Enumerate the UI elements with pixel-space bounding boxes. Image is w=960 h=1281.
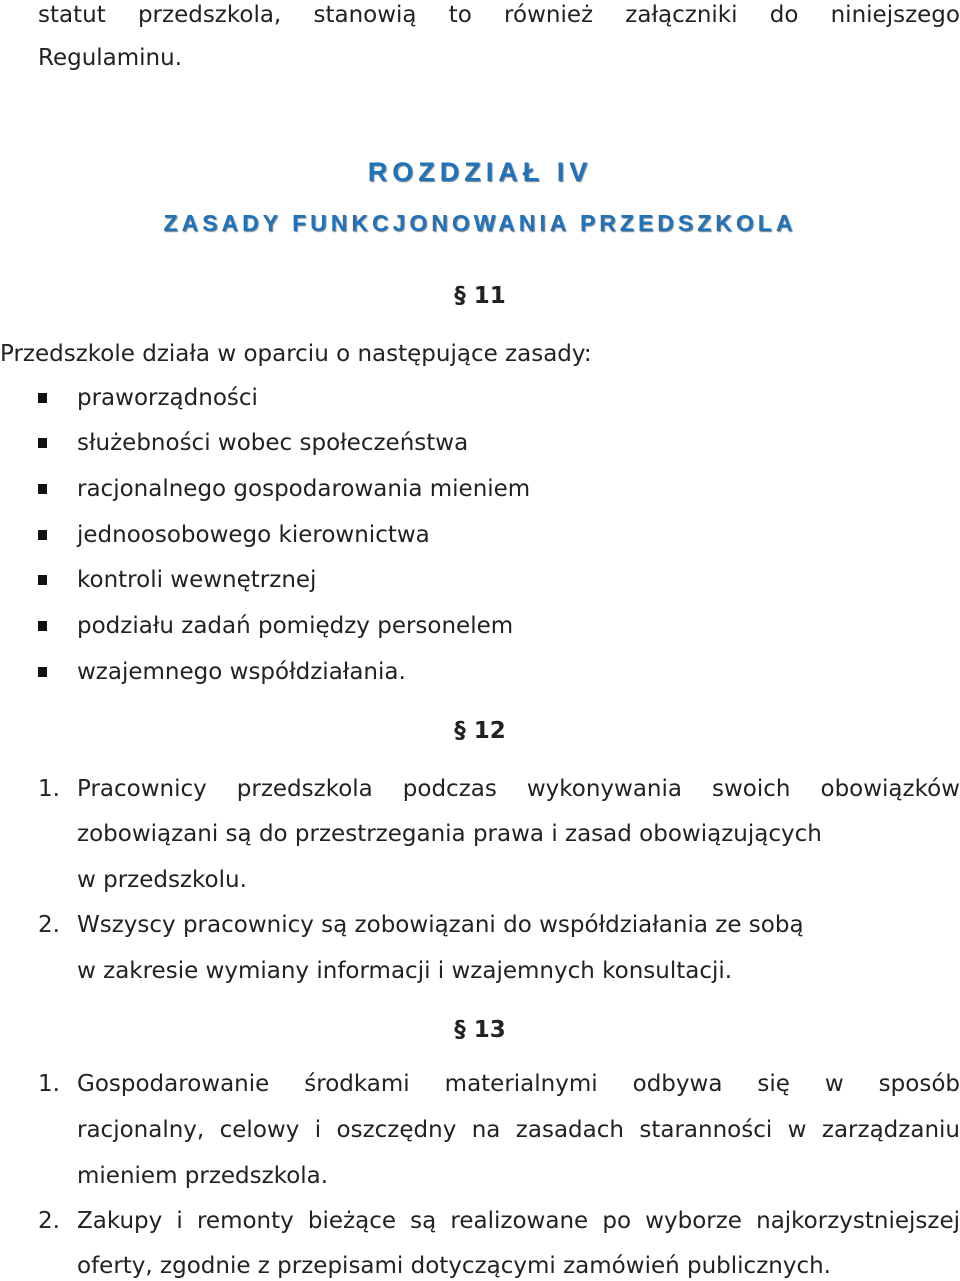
point-text-line: zobowiązani są do przestrzegania prawa i zasad obowiązujących	[77, 821, 822, 847]
intro-word: również	[504, 2, 594, 28]
point-number: 1.	[38, 1071, 60, 1097]
point-text-line: mieniem przedszkola.	[77, 1163, 329, 1189]
point-text-line: Gospodarowanie środkami materialnymi odbywa się w sposób	[77, 1071, 960, 1097]
chapter-title: ROZDZIAŁ IV	[367, 157, 593, 187]
square-bullet-icon	[38, 438, 47, 448]
list-item-label: wzajemnego współdziałania.	[77, 659, 406, 685]
intro-line-1	[38, 0, 960, 30]
intro-word: to	[448, 2, 472, 28]
intro-word: do	[769, 2, 799, 28]
list-item-label: podziału zadań pomiędzy personelem	[77, 613, 514, 639]
point-text-line: w przedszkolu.	[77, 867, 247, 893]
square-bullet-icon	[38, 575, 47, 585]
intro-line-2: Regulaminu.	[38, 45, 183, 71]
point-text-line: Wszyscy pracownicy są zobowiązani do współdziałania ze sobą	[77, 912, 804, 938]
point-number: 2.	[38, 1208, 60, 1234]
list-item-label: praworządności	[77, 385, 258, 411]
section-13-heading: § 13	[454, 1017, 506, 1043]
intro-word: niniejszego	[830, 2, 960, 28]
intro-word: przedszkola,	[137, 2, 282, 28]
chapter-subtitle: ZASADY FUNKCJONOWANIA PRZEDSZKOLA	[163, 210, 797, 236]
point-text-line: Pracownicy przedszkola podczas wykonywania swoich obowiązków	[77, 776, 960, 802]
point-text-line: w zakresie wymiany informacji i wzajemnych konsultacji.	[77, 958, 733, 984]
point-number: 2.	[38, 912, 60, 938]
section-11-heading: § 11	[454, 283, 506, 309]
intro-word: statut	[38, 2, 106, 28]
square-bullet-icon	[38, 393, 47, 403]
section-12-heading: § 12	[454, 718, 506, 744]
list-item-label: kontroli wewnętrznej	[77, 567, 317, 593]
square-bullet-icon	[38, 530, 47, 540]
point-text-line: oferty, zgodnie z przepisami dotyczącymi zamówień publicznych.	[77, 1253, 831, 1279]
point-text-line: Zakupy i remonty bieżące są realizowane po wyborze najkorzystniejszej	[77, 1208, 960, 1234]
list-item-label: racjonalnego gospodarowania mieniem	[77, 476, 531, 502]
square-bullet-icon	[38, 667, 47, 677]
point-number: 1.	[38, 776, 60, 802]
list-item-label: służebności wobec społeczeństwa	[77, 430, 469, 456]
section-11-lead: Przedszkole działa w oparciu o następujące zasady:	[0, 341, 592, 367]
point-text-line: racjonalny, celowy i oszczędny na zasadach staranności w zarządzaniu	[77, 1117, 960, 1143]
intro-word: stanowią	[313, 2, 417, 28]
square-bullet-icon	[38, 484, 47, 494]
list-item-label: jednoosobowego kierownictwa	[77, 522, 430, 548]
intro-word: załączniki	[625, 2, 738, 28]
square-bullet-icon	[38, 621, 47, 631]
